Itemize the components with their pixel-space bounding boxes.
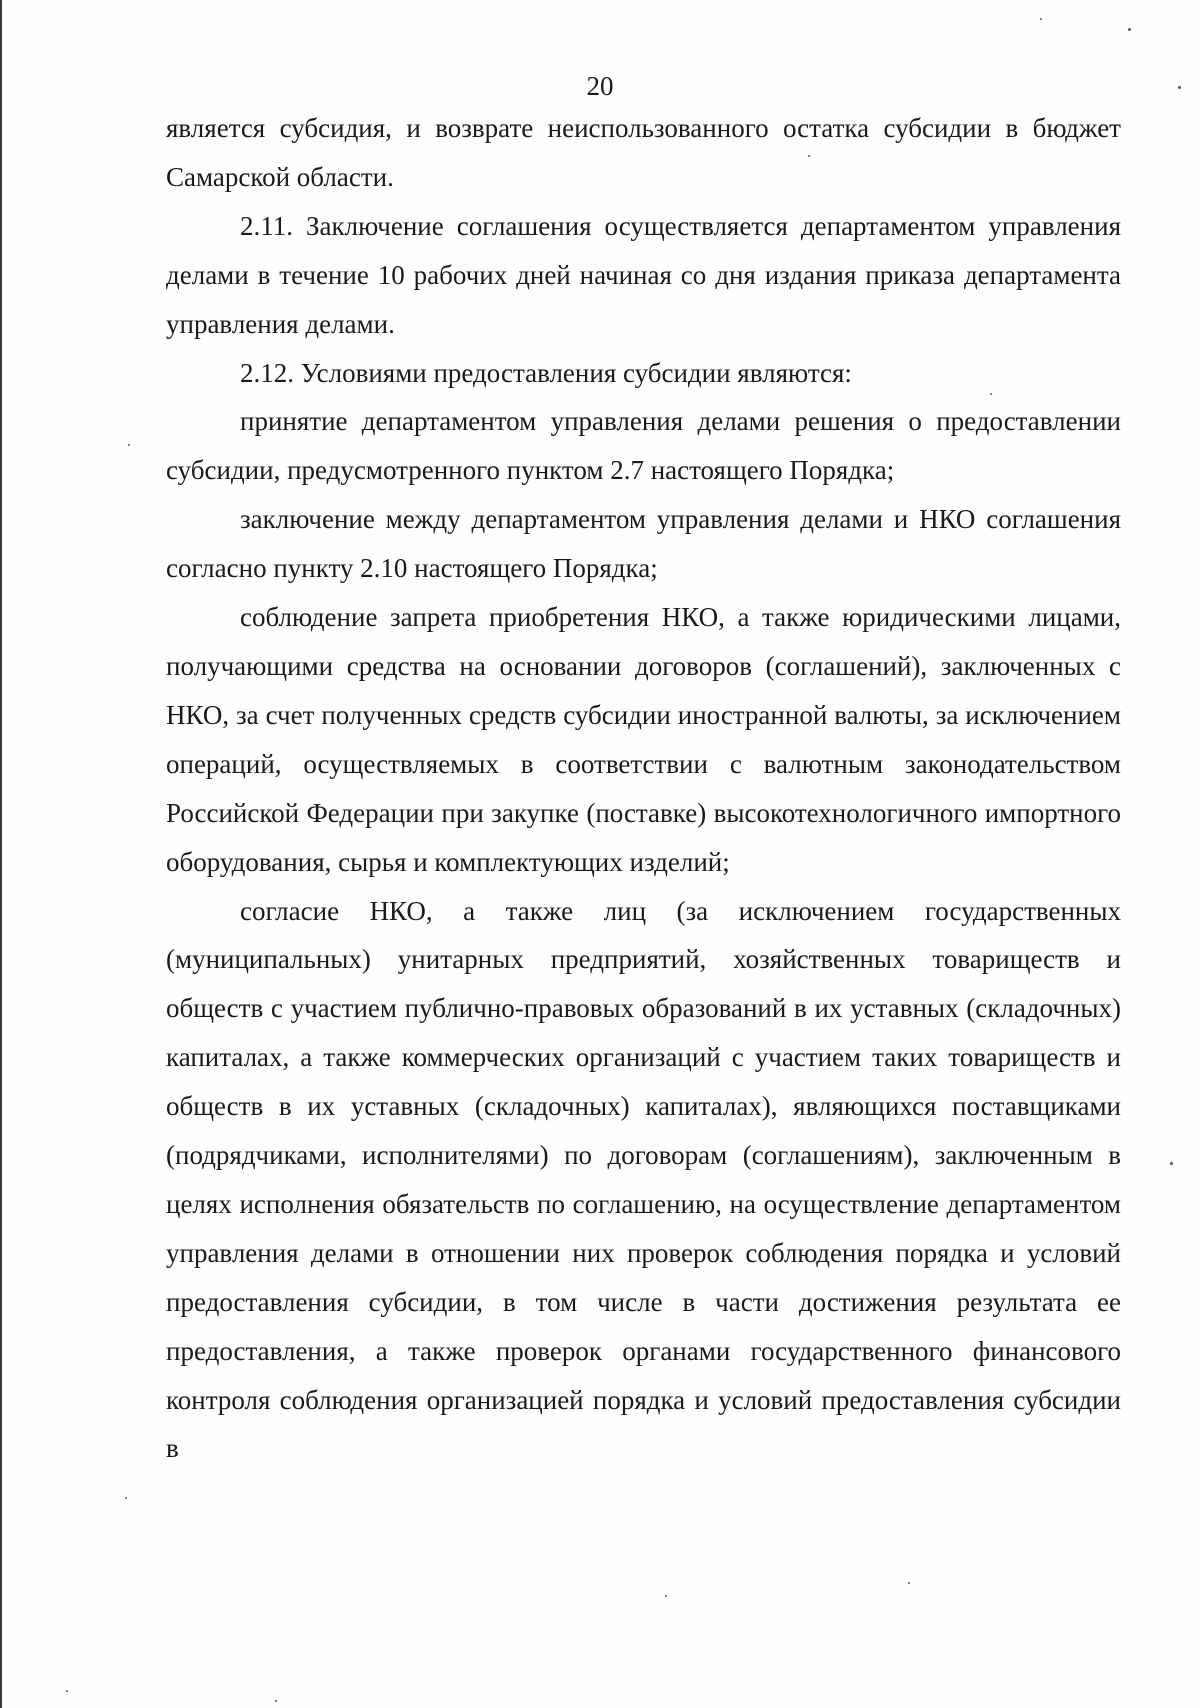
scan-speck	[1128, 28, 1131, 31]
scan-speck	[908, 1582, 910, 1584]
scan-speck	[808, 155, 810, 157]
scan-speck	[990, 393, 992, 395]
document-body	[166, 104, 1121, 1473]
paragraph-condition-consent: согласие НКО, а также лиц (за исключением государственных (муниципальных) унитарных предприятий, хозяйственных товариществ и обществ с участием публично-правовых образований в их уставных (складочных) капиталах, а также коммерческих организаций с участием таких товариществ и обществ в их уставных (складочных) капиталах), являющихся поставщиками (подрядчиками, исполнителями) по договорам (соглашениям), заключенным в целях исполнения обязательств по соглашению, на осуществление департаментом управления делами в отношении них проверок соблюдения порядка и условий предоставления субсидии, в том числе в части достижения результата ее предоставления, а также проверок органами государственного финансового контроля соблюдения организацией порядка и условий предоставления субсидии в	[166, 895, 1121, 1464]
page-number: 20	[586, 71, 614, 101]
scan-speck	[1170, 1162, 1173, 1165]
scan-speck	[125, 1497, 127, 1499]
scan-speck	[665, 1595, 667, 1597]
scan-speck	[1178, 86, 1181, 89]
scan-speck	[66, 1690, 68, 1692]
scan-speck	[128, 444, 130, 446]
paragraph-condition-currency: соблюдение запрета приобретения НКО, а также юридическими лицами, получающими средства на основании договоров (соглашений), заключенных с НКО, за счет полученных средств субсидии иностранной валюты, за исключением операций, осуществляемых в соответствии с валютным законодательством Российской Федерации при закупке (поставке) высокотехнологичного импортного оборудования, сырья и комплектующих изделий;	[166, 602, 1121, 877]
paragraph-condition-agreement: заключение между департаментом управления делами и НКО соглашения согласно пункту 2.10 настоящего Порядка;	[166, 504, 1121, 584]
scan-speck	[275, 1700, 277, 1702]
scan-left-edge	[0, 0, 2, 1708]
scan-speck	[1040, 18, 1042, 20]
paragraph-condition-decision: принятие департаментом управления делами решения о предоставлении субсидии, предусмотренного пунктом 2.7 настоящего Порядка;	[166, 406, 1121, 486]
paragraph-2-12: 2.12. Условиями предоставления субсидии являются:	[240, 357, 852, 388]
paragraph-2-11: 2.11. Заключение соглашения осуществляется департаментом управления делами в течение 10 рабочих дней начиная со дня издания приказа департамента управления делами.	[166, 210, 1121, 339]
paragraph-continuation: является субсидия, и возврате неиспользованного остатка субсидии в бюджет Самарской области.	[166, 113, 1121, 192]
